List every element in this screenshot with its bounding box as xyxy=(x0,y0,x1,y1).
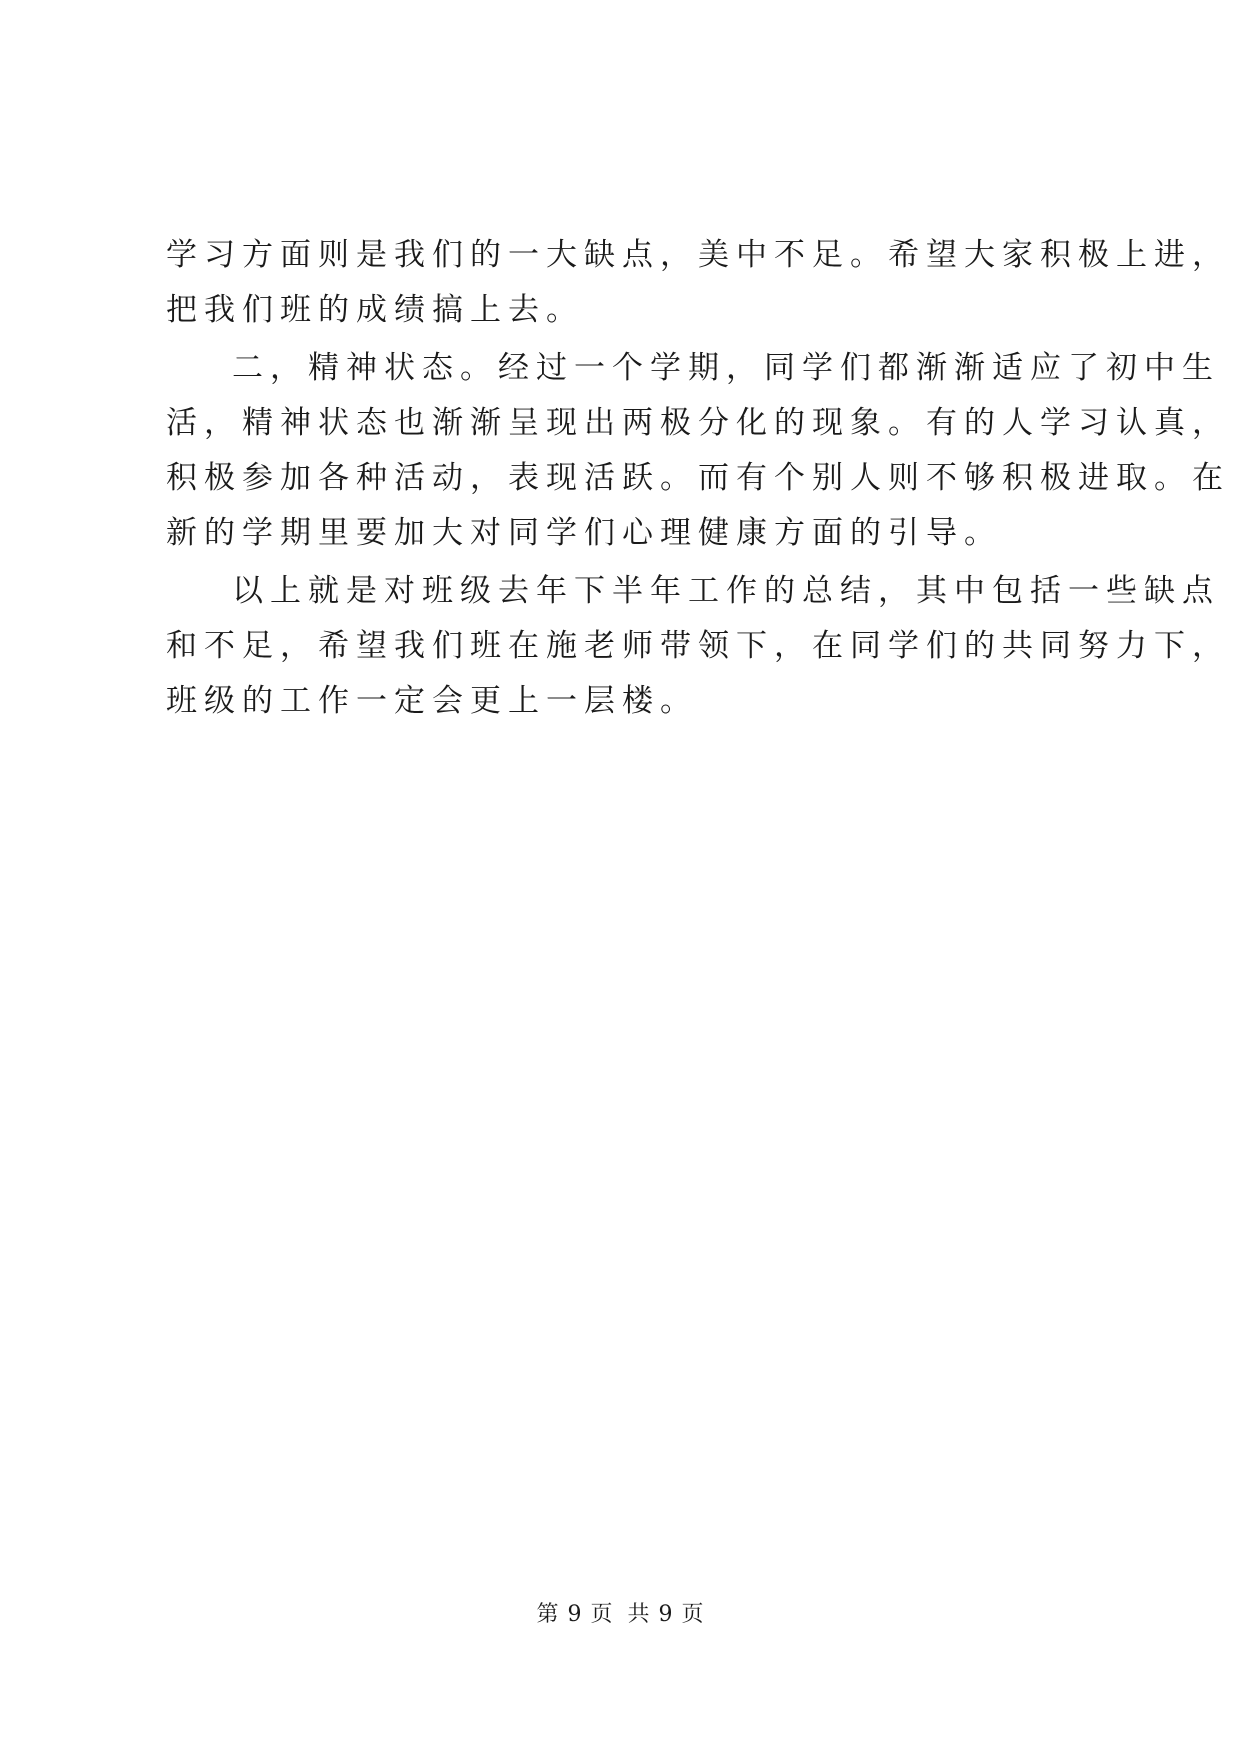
document-body xyxy=(166,228,1230,729)
page-footer xyxy=(0,1600,1241,1630)
text-line: 和不足，希望我们班在施老师带领下，在同学们的共同努力下， xyxy=(166,628,1230,664)
text-line: 二，精神状态。经过一个学期，同学们都渐渐适应了初中生 xyxy=(232,350,1220,386)
paragraph-study-conclusion xyxy=(166,228,1230,338)
text-line: 新的学期里要加大对同学们心理健康方面的引导。 xyxy=(166,515,1002,551)
page-number: 第 9 页 xyxy=(536,1602,614,1627)
page-total: 共 9 页 xyxy=(627,1602,705,1627)
text-line: 班级的工作一定会更上一层楼。 xyxy=(166,683,698,719)
text-line: 把我们班的成绩搞上去。 xyxy=(166,292,584,328)
paragraph-summary xyxy=(166,564,1230,729)
text-line: 活，精神状态也渐渐呈现出两极分化的现象。有的人学习认真， xyxy=(166,405,1230,441)
paragraph-mental-state xyxy=(166,341,1230,561)
text-line: 学习方面则是我们的一大缺点，美中不足。希望大家积极上进， xyxy=(166,237,1230,273)
text-line: 积极参加各种活动，表现活跃。而有个别人则不够积极进取。在 xyxy=(166,460,1230,496)
text-line: 以上就是对班级去年下半年工作的总结，其中包括一些缺点 xyxy=(232,573,1220,609)
